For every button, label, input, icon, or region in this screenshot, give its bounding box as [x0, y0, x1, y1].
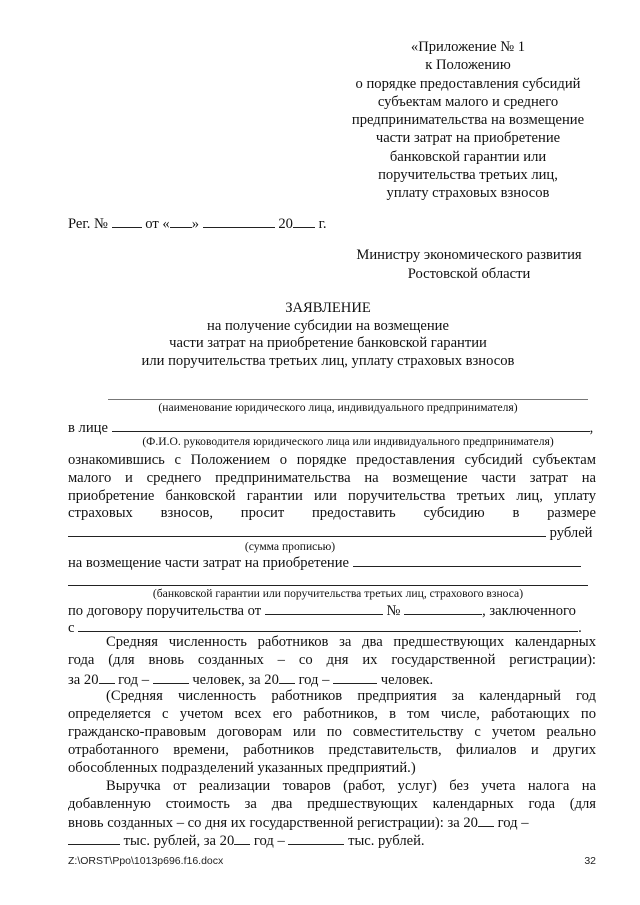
reg-from: от « [145, 216, 170, 232]
p2-text: человек, за 20 [192, 672, 279, 688]
head-hint: (Ф.И.О. руководителя юридического лица или индивидуального предпринимателя) [142, 435, 554, 448]
p4-text: год – [253, 833, 285, 849]
reimburse-field-2[interactable] [68, 585, 588, 586]
reg-year-suffix: г. [318, 216, 327, 232]
in-person-label: в лице [68, 420, 108, 436]
p1-word: размере [547, 505, 596, 521]
p1-line: ознакомившись с Положением о порядке предоставления субсидий субъектам [68, 452, 596, 468]
head-name-field[interactable] [112, 418, 590, 432]
appendix-line: о порядке предоставления субсидий [355, 75, 581, 92]
employees-line [68, 670, 596, 689]
with-dot: . [578, 620, 582, 636]
addressee [350, 246, 588, 284]
reg-number-blank[interactable] [112, 214, 142, 228]
revenue-line-2 [68, 831, 596, 850]
appendix-line: «Приложение № 1 [410, 39, 526, 55]
reimburse-line [68, 553, 596, 572]
with-label: с [68, 620, 75, 636]
p2-line: года (для вновь созданных – со дня их государственной регистрации): [68, 652, 596, 668]
appendix-line: банковской гарантии или [389, 148, 547, 165]
p1-word: просит [240, 505, 285, 521]
employees1-field[interactable] [153, 670, 189, 684]
p3-line: отработанного времени, работников представительств, филиалов и других [68, 742, 596, 758]
p4-text: тыс. рублей. [348, 833, 425, 849]
reg-day-blank[interactable] [170, 214, 192, 228]
amount-field[interactable] [68, 523, 546, 537]
revenue2-field[interactable] [288, 831, 344, 845]
contract-label: по договору поручительства от [68, 603, 262, 619]
entity-hint: (наименование юридического лица, индивидуального предпринимателя) [158, 401, 518, 414]
document-title [68, 300, 588, 370]
year1-field[interactable] [99, 670, 115, 684]
footer-file-path: Z:\ORST\Ppo\1013p696.f16.docx [68, 855, 224, 867]
p3-line: гражданско-правовым договорам или по совместительству с учетом реально [68, 724, 596, 740]
reg-month-blank[interactable] [203, 214, 275, 228]
revenue-year1-field[interactable] [478, 813, 494, 827]
reg-quote-close: » [191, 216, 200, 232]
reg-year-prefix: 20 [278, 216, 293, 232]
counterparty-field[interactable] [78, 618, 578, 632]
in-person-comma: , [589, 420, 594, 436]
revenue1-field[interactable] [68, 831, 120, 845]
p4-line: добавленную стоимость за два предшествующих календарных года (для [68, 796, 596, 812]
entity-name-field[interactable] [108, 399, 588, 400]
reg-label: Рег. № [68, 216, 108, 232]
appendix-line: субъектам малого и среднего [377, 93, 559, 110]
p1-word: субсидию [423, 505, 485, 521]
p4-text: вновь созданных – со дня их государственной регистрации): за 20 [68, 815, 478, 831]
reg-year-blank[interactable] [293, 214, 315, 228]
year2-field[interactable] [279, 670, 295, 684]
p1-line: приобретение банковской гарантии или поручительства третьих лиц, уплату [68, 488, 596, 504]
title-line: или поручительства третьих лиц, уплату страховых взносов [141, 352, 515, 369]
title-heading: ЗАЯВЛЕНИЕ [285, 300, 371, 316]
addressee-line: Министру экономического развития [356, 247, 582, 263]
guarantee-hint: (банковской гарантии или поручительства третьих лиц, страхового взноса) [152, 587, 524, 600]
addressee-line: Ростовской области [407, 266, 531, 282]
p4-text: тыс. рублей, за 20 [123, 833, 235, 849]
rubles-label: рублей [549, 525, 593, 541]
appendix-line: предпринимательства на возмещение [351, 112, 585, 129]
p2-text: год – [298, 672, 330, 688]
sum-hint: (сумма прописью) [244, 540, 336, 553]
p1-line: малого и среднего предпринимательства на возмещение части затрат на [68, 470, 596, 486]
revenue-line-1 [68, 813, 596, 832]
p3-line: определяется с учетом всех его работников, в том числе, работающих по [68, 706, 596, 722]
p4-line: Выручка от реализации товаров (работ, услуг) без учета налога на [106, 778, 596, 794]
p2-text: человек. [380, 672, 434, 688]
employees2-field[interactable] [333, 670, 377, 684]
title-line: части затрат на приобретение банковской гарантии [169, 335, 487, 351]
appendix-header [340, 38, 596, 203]
p2-text: год – [118, 672, 150, 688]
revenue-year2-field[interactable] [234, 831, 250, 845]
contract-number-field[interactable] [404, 601, 482, 615]
appendix-line: уплату страховых взносов [386, 185, 550, 202]
p1-word: в [512, 505, 520, 521]
appendix-line: поручительства третьих лиц, [378, 167, 558, 184]
p1-word: взносов, [160, 505, 214, 521]
p1-word: предоставить [311, 505, 396, 521]
contract-no-label: № [386, 603, 401, 619]
p3-line: обособленных подразделений указанных предприятий.) [68, 760, 416, 776]
p2-text: за 20 [68, 672, 99, 688]
reimburse-label: на возмещение части затрат на приобретение [68, 555, 350, 571]
p3-line: (Средняя численность работников предприятия за календарный год [106, 688, 596, 704]
registration-line [68, 214, 327, 233]
p1-line-spread [68, 505, 596, 522]
p1-word: страховых [68, 505, 133, 521]
p2-line: Средняя численность работников за два предшествующих календарных [106, 634, 596, 650]
appendix-line: к Положению [425, 57, 511, 74]
contract-concluded: , заключенного [482, 603, 576, 619]
title-line: на получение субсидии на возмещение [207, 317, 449, 334]
contract-date-field[interactable] [265, 601, 383, 615]
appendix-line: части затрат на приобретение [375, 130, 561, 147]
p4-text: год – [497, 815, 529, 831]
footer-page-number: 32 [584, 855, 596, 867]
reimburse-field[interactable] [353, 553, 581, 567]
